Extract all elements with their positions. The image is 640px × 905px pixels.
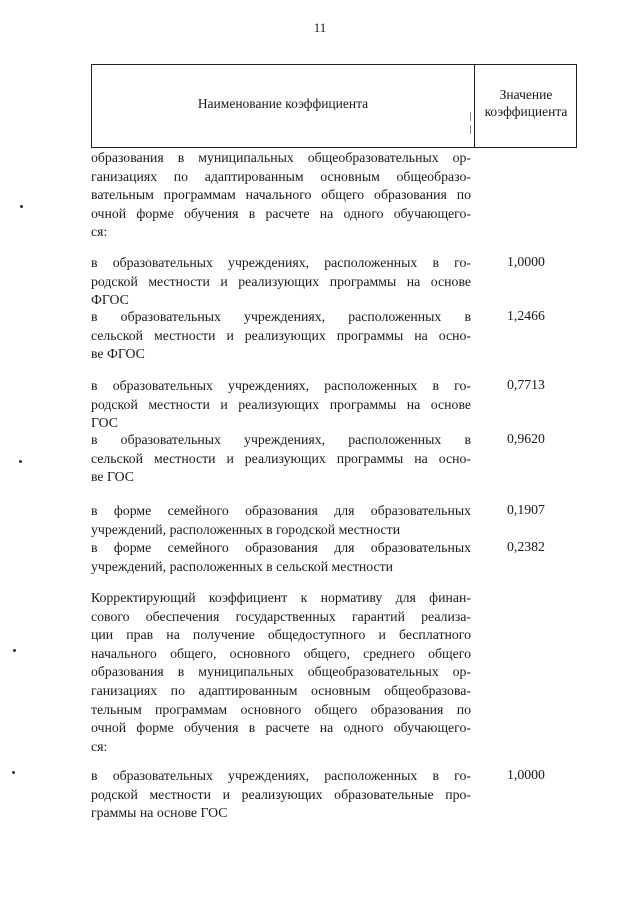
row-urban-gos-basic <box>91 767 471 823</box>
text-line: сового обеспечения государственных гарантий реализа- <box>91 608 471 624</box>
header-value-line: Значение <box>499 87 553 102</box>
text-line: родской местности и реализующих программы на основе <box>91 396 471 412</box>
coefficient-value: 0,2382 <box>507 539 545 554</box>
text-line: ве ГОС <box>91 469 134 485</box>
scan-dot-mark <box>19 460 22 463</box>
row-urban-fgos <box>91 254 471 310</box>
coefficient-value: 0,1907 <box>507 502 545 517</box>
text-line: ГОС <box>91 415 118 431</box>
coefficient-value: 0,7713 <box>507 377 545 392</box>
text-line: образования в муниципальных общеобразовательных ор- <box>91 150 471 165</box>
text-line: начального общего, основного общего, среднего общего <box>91 645 471 661</box>
text-line: в форме семейного образования для образовательных <box>91 503 471 518</box>
text-line: в образовательных учреждениях, расположенных в <box>91 432 471 447</box>
text-line: сельской местности и реализующих программы на осно- <box>91 327 471 343</box>
scan-tick-mark <box>470 112 471 121</box>
paragraph-intro-basic <box>91 589 471 756</box>
text-line: ганизациях по адаптированным основным общеобразо- <box>91 168 471 184</box>
row-rural-gos <box>91 431 471 487</box>
text-line: граммы на основе ГОС <box>91 805 228 821</box>
text-line: сельской местности и реализующих программы на осно- <box>91 450 471 466</box>
text-line: очной форме обучения в расчете на одного обучающего- <box>91 720 471 736</box>
scan-dot-mark <box>13 649 16 652</box>
text-line: в форме семейного образования для образовательных <box>91 540 471 555</box>
coefficient-value: 1,0000 <box>507 767 545 782</box>
coefficient-value: 1,2466 <box>507 308 545 323</box>
header-coefficient-value <box>476 86 576 120</box>
text-line: в образовательных учреждениях, расположенных в <box>91 309 471 324</box>
scan-dot-mark <box>12 771 15 774</box>
text-line: ся: <box>91 224 108 240</box>
scan-dot-mark <box>20 205 23 208</box>
scan-tick-mark <box>470 125 471 134</box>
text-line: в образовательных учреждениях, расположенных в го- <box>91 768 471 783</box>
text-line: учреждений, расположенных в городской местности <box>91 521 401 537</box>
page-number: 11 <box>313 20 327 35</box>
text-line: вательным программам начального общего образования по <box>91 187 471 203</box>
text-line: ве ФГОС <box>91 346 145 362</box>
text-line: родской местности и реализующих образовательные про- <box>91 786 471 802</box>
text-line: тельным программам основного общего образования по <box>91 701 471 717</box>
header-value-line: коэффициента <box>484 104 568 119</box>
text-line: ции прав на получение общедоступного и бесплатного <box>91 627 471 643</box>
text-line: учреждений, расположенных в сельской местности <box>91 558 394 574</box>
text-line: ся: <box>91 738 108 754</box>
row-urban-gos <box>91 377 471 433</box>
text-line: родской местности и реализующих программы на основе <box>91 273 471 289</box>
row-rural-fgos <box>91 308 471 364</box>
header-coefficient-name: Наименование коэффициента <box>197 96 369 111</box>
text-line: в образовательных учреждениях, расположенных в го- <box>91 255 471 270</box>
coefficient-value: 0,9620 <box>507 431 545 446</box>
text-line: очной форме обучения в расчете на одного обучающего- <box>91 205 471 221</box>
paragraph-intro-primary <box>91 149 471 242</box>
text-line: в образовательных учреждениях, расположенных в го- <box>91 378 471 393</box>
text-line: Корректирующий коэффициент к нормативу для финан- <box>91 590 471 605</box>
row-family-rural <box>91 539 471 576</box>
text-line: ганизациях по адаптированным основным общеобразова- <box>91 682 471 698</box>
column-divider <box>474 64 475 148</box>
coefficient-value: 1,0000 <box>507 254 545 269</box>
row-family-urban <box>91 502 471 539</box>
text-line: образования в муниципальных общеобразовательных ор- <box>91 664 471 680</box>
text-line: ФГОС <box>91 292 129 308</box>
